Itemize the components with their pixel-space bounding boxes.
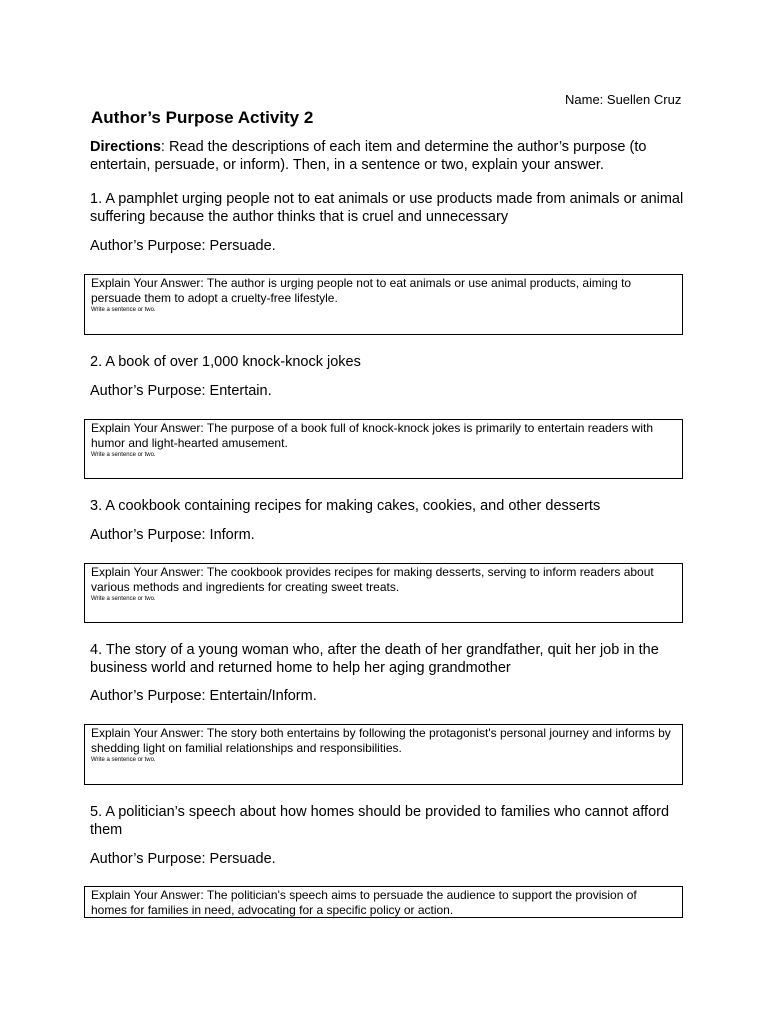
student-name: Name: Suellen Cruz (565, 92, 682, 107)
question-4: 4. The story of a young woman who, after the death of her grandfather, quit her job in the business world and returned home to help her aging grandmother (90, 642, 659, 676)
directions-label: Directions (90, 139, 161, 155)
answer-box-4[interactable] (84, 724, 683, 785)
question-1: 1. A pamphlet urging people not to eat animals or use products made from animals or animal suffering because the author thinks that is cruel and unnecessary (90, 191, 684, 225)
answer-hint-1: Write a sentence or two. (91, 307, 156, 313)
page-title: Author’s Purpose Activity 2 (91, 108, 314, 127)
answer-text-5: Explain Your Answer: The politician's speech aims to persuade the audience to support the provision of homes for families in need, advocating for a specific policy or action. (91, 888, 637, 917)
question-3: 3. A cookbook containing recipes for making cakes, cookies, and other desserts (90, 498, 601, 514)
answer-text-1: Explain Your Answer: The author is urging people not to eat animals or use animal products, aiming to persuade them to adopt a cruelty-free lifestyle. (91, 276, 632, 305)
purpose-1: Author’s Purpose: Persuade. (90, 238, 276, 254)
answer-box-2[interactable] (84, 419, 683, 479)
answer-text-3: Explain Your Answer: The cookbook provides recipes for making desserts, serving to inform readers about various methods and ingredients for creating sweet treats. (91, 565, 654, 594)
question-5: 5. A politician’s speech about how homes should be provided to families who cannot afford them (90, 804, 670, 838)
purpose-4: Author’s Purpose: Entertain/Inform. (90, 688, 317, 704)
answer-box-1[interactable] (84, 274, 683, 335)
answer-hint-2: Write a sentence or two. (91, 452, 156, 458)
answer-hint-3: Write a sentence or two. (91, 596, 156, 602)
answer-hint-4: Write a sentence or two. (91, 757, 156, 763)
purpose-3: Author’s Purpose: Inform. (90, 527, 255, 543)
answer-box-3[interactable] (84, 563, 683, 623)
directions-text: : Read the descriptions of each item and determine the author’s purpose (to entertain, persuade, or inform). Then, in a sentence or two, explain your answer. (90, 139, 647, 173)
directions (90, 138, 690, 174)
answer-box-5[interactable] (84, 886, 683, 918)
question-2: 2. A book of over 1,000 knock-knock jokes (90, 354, 361, 370)
answer-text-2: Explain Your Answer: The purpose of a book full of knock-knock jokes is primarily to entertain readers with humor and light-hearted amusement. (91, 421, 654, 450)
purpose-5: Author’s Purpose: Persuade. (90, 851, 276, 867)
answer-text-4: Explain Your Answer: The story both entertains by following the protagonist's personal journey and informs by shedding light on familial relationships and responsibilities. (91, 726, 671, 755)
purpose-2: Author’s Purpose: Entertain. (90, 383, 272, 399)
